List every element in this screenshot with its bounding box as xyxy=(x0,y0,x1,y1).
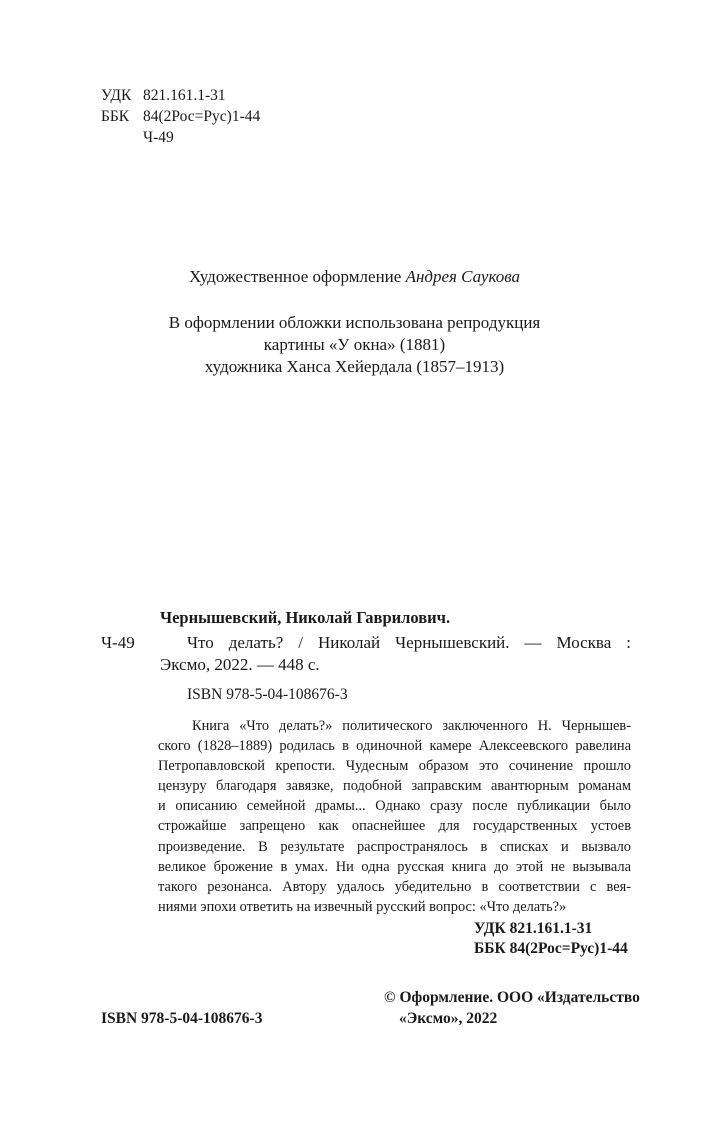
annotation xyxy=(158,716,631,917)
footer-isbn: ISBN 978-5-04-108676-3 xyxy=(101,1010,263,1027)
index-bbk: ББК 84(2Рос=Рус)1-44 xyxy=(474,940,628,957)
copyright-line-1: © Оформление. ООО «Издательство xyxy=(384,989,640,1006)
annotation-line: и описанию семейной драмы... Однако сразу после публикации было xyxy=(158,798,631,815)
author-mark: Ч-49 xyxy=(143,129,174,146)
design-credit xyxy=(0,266,709,288)
bbk-value: 84(2Рос=Рус)1-44 xyxy=(143,108,261,125)
cover-credit-line-3: художника Ханса Хейердала (1857–1913) xyxy=(204,357,505,376)
annotation-line: цензуру благодаря завязке, подобной заправским авантюрным романам xyxy=(158,778,631,795)
design-credit-name: Андрея Саукова xyxy=(405,267,521,286)
bib-title-line-2: Эксмо, 2022. — 448 с. xyxy=(160,655,320,674)
cover-credit-line-1: В оформлении обложки использована репродукция xyxy=(168,313,541,332)
annotation-line: строжайше запрещено как опаснейшее для государственных устоев xyxy=(158,818,631,835)
annotation-line: ского (1828–1889) родилась в одиночной камере Алексеевского равелина xyxy=(158,738,631,755)
annotation-line: Петропавловской крепости. Чудесным образом это сочинение прошло xyxy=(158,758,631,775)
bib-mark: Ч-49 xyxy=(101,633,135,652)
udk-line xyxy=(101,86,226,106)
udk-value: 821.161.1-31 xyxy=(143,87,226,104)
annotation-line: ниями эпохи ответить на извечный русский вопрос: «Что делать?» xyxy=(158,898,567,915)
bib-isbn: ISBN 978-5-04-108676-3 xyxy=(187,686,348,703)
bbk-label: ББК xyxy=(101,108,130,125)
bib-title-line-1: Что делать? / Николай Чернышевский. — Москва : xyxy=(187,633,631,652)
annotation-line: Книга «Что делать?» политического заключенного Н. Чернышев- xyxy=(192,718,631,734)
annotation-line: великое брожение в умах. Ни одна русская книга до этой не вызывала xyxy=(158,858,631,875)
index-udk: УДК 821.161.1-31 xyxy=(474,920,593,937)
annotation-line: такого резонанса. Автору удалось убедительно в соответствии с вея- xyxy=(158,878,631,895)
annotation-line: произведение. В результате распространялось в списках и вызвало xyxy=(158,838,631,855)
udk-label: УДК xyxy=(101,87,132,104)
design-credit-prefix: Художественное оформление xyxy=(188,267,402,286)
bbk-line xyxy=(101,107,260,127)
bib-author: Чернышевский, Николай Гаврилович. xyxy=(160,608,451,627)
copyright-line-2: «Эксмо», 2022 xyxy=(399,1010,498,1027)
cover-credit-line-2: картины «У окна» (1881) xyxy=(263,335,446,354)
